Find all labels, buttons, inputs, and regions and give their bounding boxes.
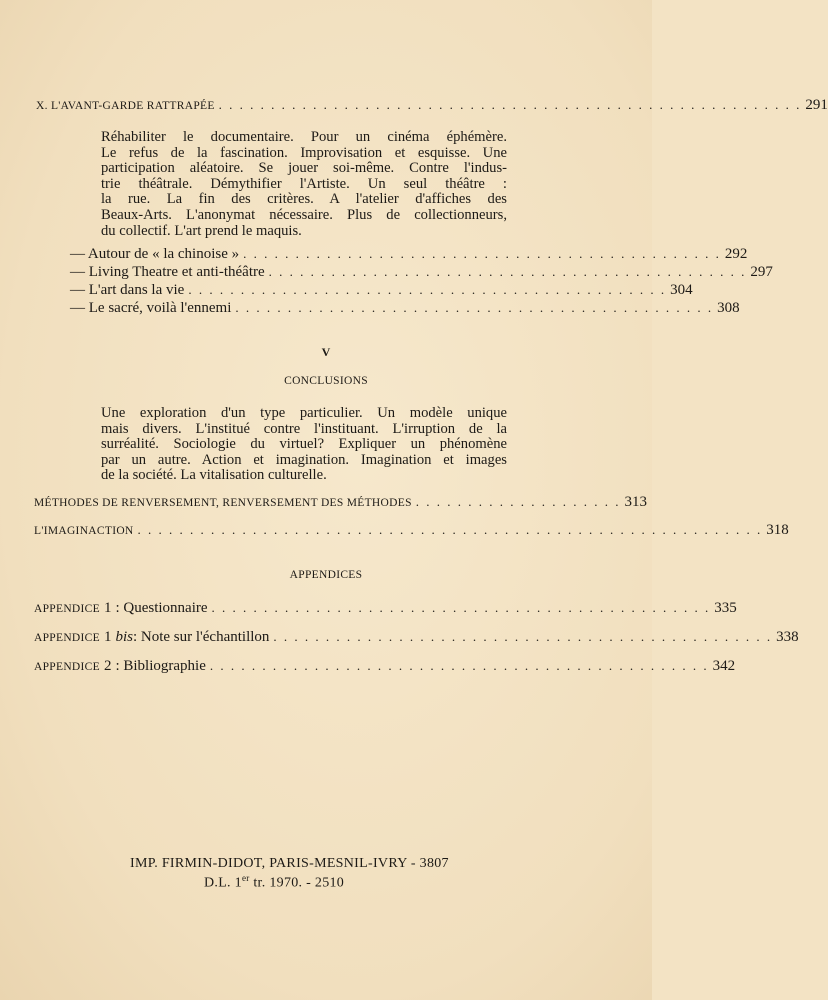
appendices-title: APPENDICES (289, 569, 363, 581)
toc-entry-label: — L'art dans la vie (70, 282, 185, 298)
appendix-prefix: APPENDICE (34, 603, 100, 615)
toc-entry-methodes[interactable] (34, 494, 648, 511)
toc-entry-appendice-1-bis[interactable] (34, 628, 799, 646)
appendix-title: : Bibliographie (115, 658, 206, 674)
imprint-year: tr. 1970. - 2510 (249, 875, 345, 891)
dot-leader: . . . . . . . . . . . . . . . . . . . . . . . . . . . . . . . . . . . . . . . . . . . . . . (188, 282, 667, 297)
toc-entry-page: 342 (712, 658, 736, 674)
chapter-x-summary (101, 130, 507, 239)
summary-line: participation aléatoire. Se jouer soi-même. Contre l'indus- (101, 160, 507, 177)
toc-entry-page: 318 (766, 522, 789, 538)
summary-line: Le refus de la fascination. Improvisation et esquisse. Une (101, 144, 507, 161)
toc-entry-imaginaction[interactable] (34, 522, 789, 539)
dot-leader: . . . . . . . . . . . . . . . . . . . . . . . . . . . . . . . . . . . . . . . . . . . . . . . . (209, 658, 709, 673)
toc-entry-label: X. L'AVANT-GARDE RATTRAPÉE (36, 100, 215, 112)
toc-entry-page: 297 (750, 264, 773, 280)
summary-line: trie théâtrale. Démythifier l'Artiste. Un seul théâtre : (101, 175, 507, 192)
appendix-title: : Questionnaire (115, 600, 208, 616)
dot-leader: . . . . . . . . . . . . . . . . . . . . (415, 494, 621, 509)
imprint-dl: D.L. 1 (204, 875, 242, 891)
toc-entry-label: MÉTHODES DE RENVERSEMENT, RENVERSEMENT DES MÉTHODES (34, 497, 412, 509)
dot-leader: . . . . . . . . . . . . . . . . . . . . . . . . . . . . . . . . . . . . . . . . . . . . . . . . . . . . . . . . . . . . (137, 522, 763, 537)
toc-entry-label: — Le sacré, voilà l'ennemi (70, 300, 232, 316)
toc-entry-chapter-x[interactable] (36, 97, 828, 114)
dot-leader: . . . . . . . . . . . . . . . . . . . . . . . . . . . . . . . . . . . . . . . . . . . . . . (268, 264, 747, 279)
appendix-number: 2 (103, 658, 112, 674)
imprint-legal-deposit (204, 873, 344, 892)
dot-leader: . . . . . . . . . . . . . . . . . . . . . . . . . . . . . . . . . . . . . . . . . . . . . . (235, 300, 714, 315)
imprint-sup: er (241, 873, 250, 883)
summary-line: Une exploration d'un type particulier. Un modèle unique (101, 405, 507, 421)
summary-line: Beaux-Arts. L'anonymat nécessaire. Plus de collectionneurs, (101, 206, 507, 223)
toc-subsection[interactable] (70, 282, 693, 299)
toc-entry-label (34, 628, 269, 646)
dot-leader: . . . . . . . . . . . . . . . . . . . . . . . . . . . . . . . . . . . . . . . . . . . . . . . . (211, 600, 711, 615)
summary-line: de la société. La vitalisation culturelle. (101, 467, 327, 484)
toc-entry-appendice-1[interactable] (34, 599, 737, 617)
toc-entry-label: — Living Theatre et anti-théâtre (70, 264, 265, 280)
summary-line: surréalité. Sociologie du virtuel? Expliquer un phénomène (101, 436, 507, 453)
part-title: CONCLUSIONS (284, 375, 368, 387)
toc-entry-label: L'IMAGINACTION (34, 525, 134, 537)
toc-entry-label: — Autour de « la chinoise » (70, 246, 240, 262)
appendix-prefix: APPENDICE (34, 632, 100, 644)
toc-subsection[interactable] (70, 246, 748, 263)
appendix-number: 1 (103, 629, 112, 645)
toc-entry-appendice-2[interactable] (34, 657, 736, 675)
toc-entry-page: 338 (776, 629, 799, 645)
toc-entry-label (34, 657, 206, 675)
toc-subsection[interactable] (70, 300, 740, 317)
toc-entry-page: 304 (670, 282, 693, 298)
imprint-line: IMP. FIRMIN-DIDOT, PARIS-MESNIL-IVRY - 3807 (130, 856, 449, 871)
conclusions-summary (101, 406, 507, 484)
summary-line: par un autre. Action et imagination. Imagination et images (101, 451, 507, 468)
appendix-suffix: bis (115, 629, 133, 645)
appendix-number: 1 (103, 600, 112, 616)
toc-entry-page: 335 (714, 600, 737, 616)
appendix-title: : Note sur l'échantillon (132, 629, 270, 645)
summary-line: mais divers. L'institué contre l'instituant. L'irruption de la (101, 420, 507, 437)
dot-leader: . . . . . . . . . . . . . . . . . . . . . . . . . . . . . . . . . . . . . . . . . . . . . . . . (273, 629, 773, 644)
toc-entry-page: 291 (805, 97, 828, 113)
dot-leader: . . . . . . . . . . . . . . . . . . . . . . . . . . . . . . . . . . . . . . . . . . . . . . . . . . . . . . . . (218, 97, 802, 112)
toc-subsection[interactable] (70, 264, 773, 281)
toc-entry-page: 292 (724, 246, 748, 262)
toc-entry-label (34, 599, 208, 617)
toc-entry-page: 308 (717, 300, 740, 316)
summary-line: la rue. La fin des critères. A l'atelier d'affiches des (101, 191, 507, 208)
part-numeral: V (321, 345, 331, 359)
summary-line: Réhabiliter le documentaire. Pour un cinéma éphémère. (101, 129, 507, 145)
dot-leader: . . . . . . . . . . . . . . . . . . . . . . . . . . . . . . . . . . . . . . . . . . . . . . (243, 246, 721, 261)
appendix-prefix: APPENDICE (34, 661, 100, 673)
toc-entry-page: 313 (624, 494, 648, 510)
summary-line: du collectif. L'art prend le maquis. (101, 222, 302, 239)
